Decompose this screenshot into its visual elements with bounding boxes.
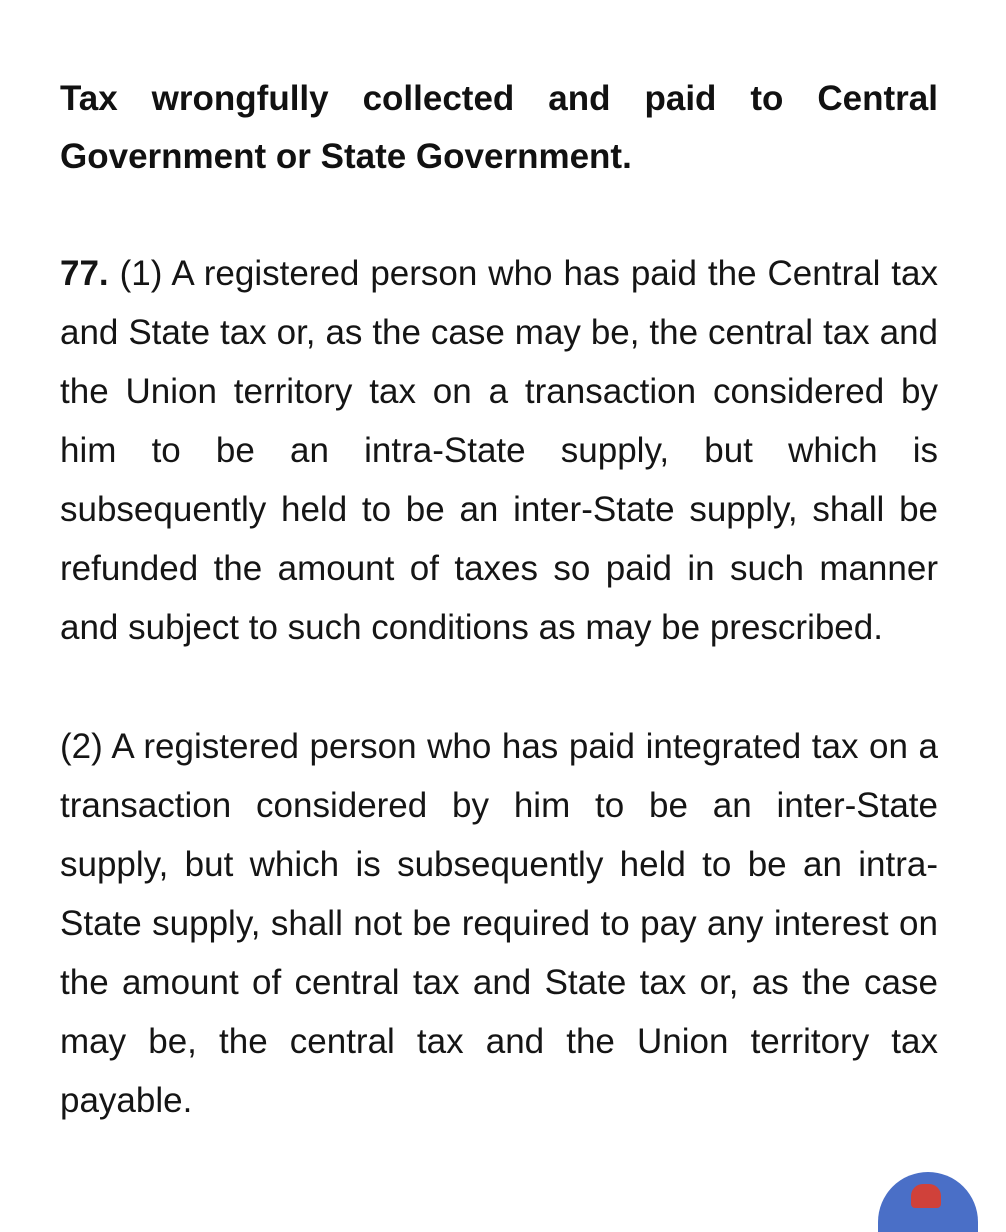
subsection-2: (2) A registered person who has paid integrated tax on a transaction considered by him to be an inter-State supply, but which is subsequently held to be an intra-State supply, shall not be required to pay any interest on the amount of central tax and State tax or, as the case may be, the central tax and the Union territory tax payable. <box>60 727 938 1120</box>
document-body <box>60 70 938 1130</box>
section-number: 77. <box>60 254 109 293</box>
app-badge-icon <box>911 1184 941 1208</box>
subsection-1-text: (1) A registered person who has paid the Central tax and State tax or, as the case may be, the central tax and the Union territory tax on a transaction considered by him to be an intra-State supply, but which is subsequently held to be an inter-State supply, shall be refunded the amount of taxes so paid in such manner and subject to such conditions as may be prescribed. <box>60 254 938 647</box>
floating-app-button[interactable] <box>878 1172 978 1232</box>
section-heading: Tax wrongfully collected and paid to Central Government or State Government. <box>60 79 938 176</box>
subsection-1 <box>60 244 938 657</box>
